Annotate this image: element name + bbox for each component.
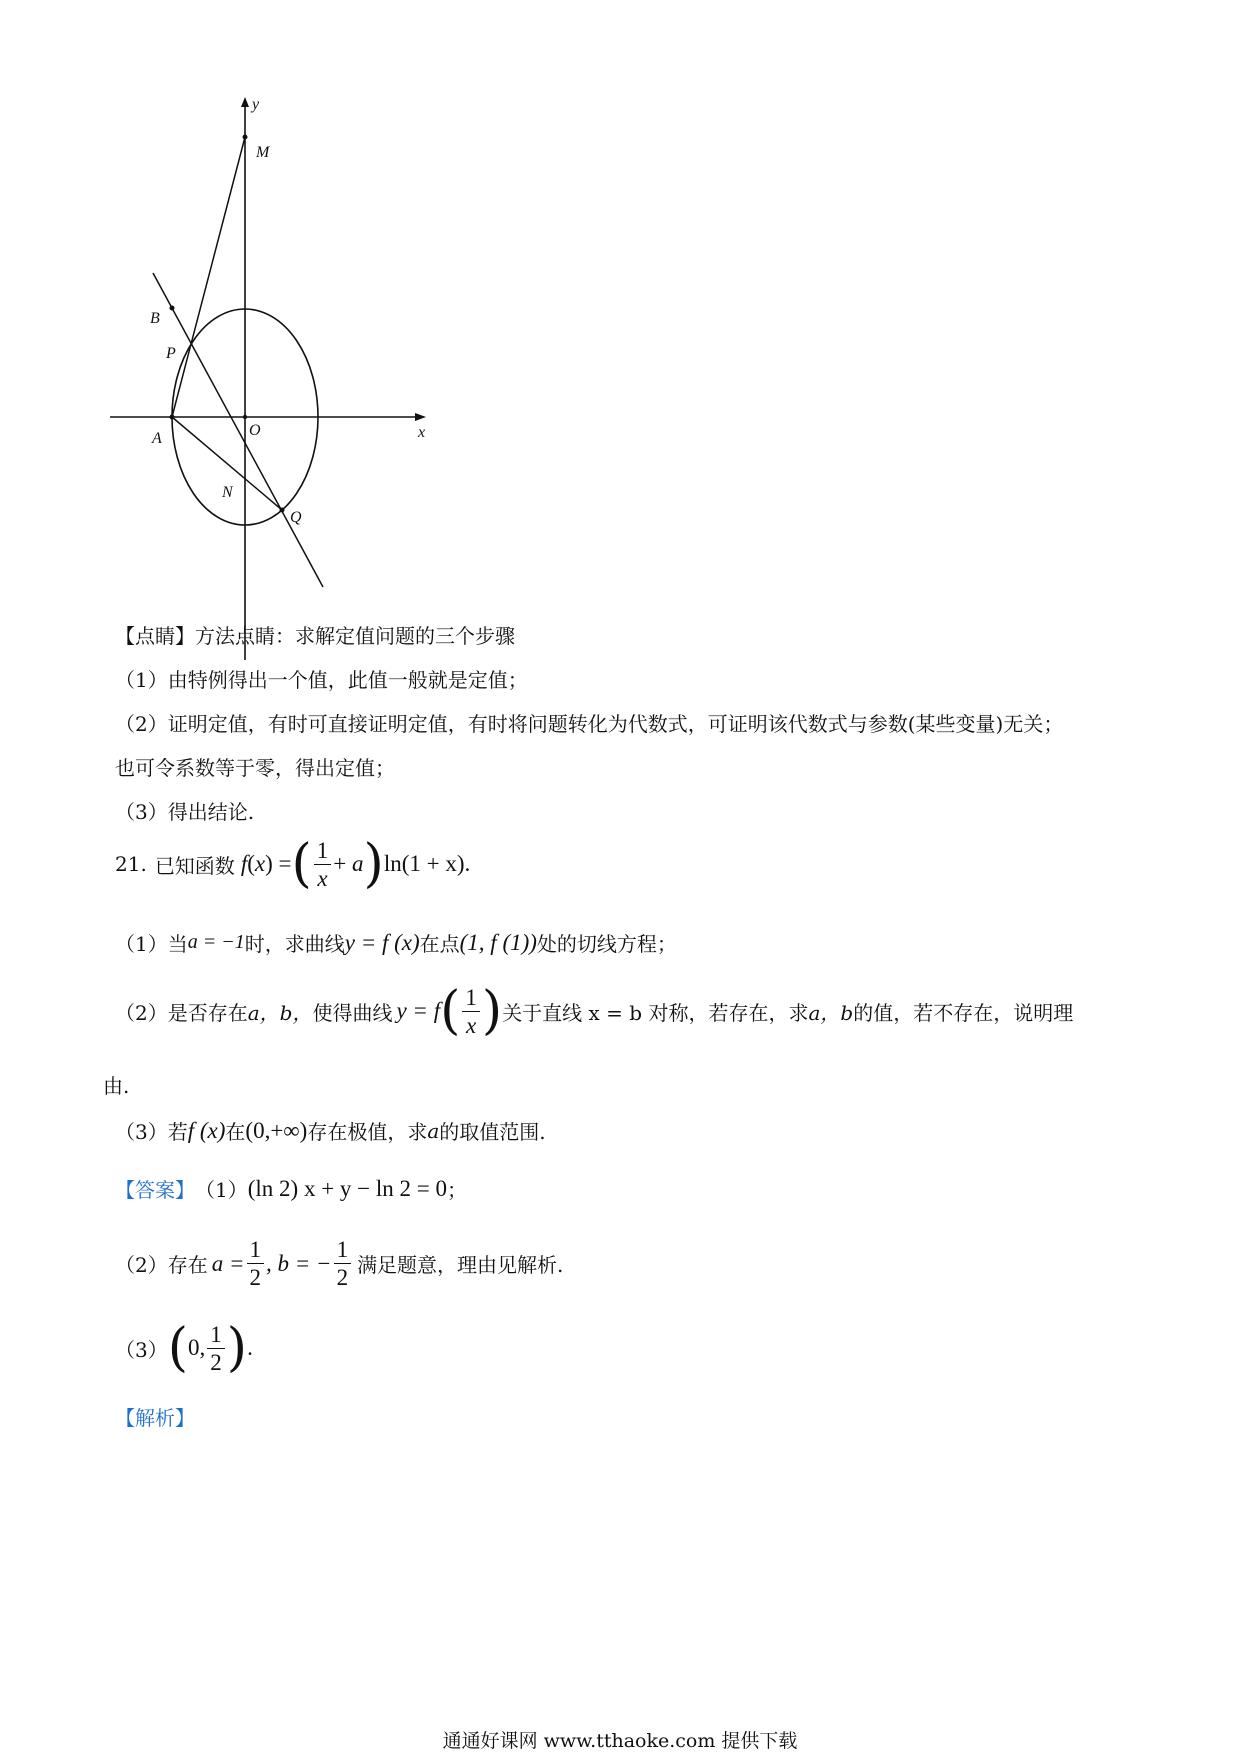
point-a [170, 415, 175, 420]
problem-intro: 已知函数 [154, 853, 235, 878]
part-2: （2）是否存在 a，b， 使得曲线 y = f ( $\frac{1}{x}$ ) 关于直线 x = b 对称，若存在，求 a，b 的值，若不存在，说明理 [115, 981, 1074, 1041]
y-axis-arrow [241, 97, 249, 107]
label-b: B [150, 310, 160, 327]
tip-head: 【点睛】 [115, 624, 195, 648]
fn-x: x [254, 851, 266, 876]
p2-frac: $\frac{1}{x}$ [462, 986, 480, 1037]
ln-tail: ln(1 + x) [383, 851, 465, 876]
geometry-figure [110, 95, 490, 675]
answer-1: 【答案】 （1） (ln 2) x + y − ln 2 = 0 ； [115, 1175, 467, 1202]
tip-title: 方法点睛：求解定值问题的三个步骤 [195, 624, 515, 648]
tip-title-line [115, 620, 515, 649]
p1-cond: a = −1 [187, 931, 245, 953]
answer-2-frac-b: $\frac{1}{2}$ [334, 1238, 352, 1289]
point-q [280, 508, 285, 513]
analysis-head: 【解析】 [115, 1406, 195, 1430]
line-bq [153, 273, 323, 587]
fn-f: f [240, 851, 248, 876]
label-m: M [256, 144, 270, 161]
part-3: （3）若 f (x) 在 (0,+∞) 存在极值，求 a 的取值范围. [115, 1117, 546, 1144]
frac-1-over-x: $\frac{1}{x}$ [314, 839, 332, 890]
point-b [170, 306, 175, 311]
x-axis-arrow [415, 413, 426, 421]
p1-curve: y = f (x) [344, 929, 420, 955]
label-a: A [152, 430, 162, 447]
answer-2: （2）存在 a = $\frac{1}{2}$ , b = − $\frac{1}{2}$ 满足题意，理由见解析. [115, 1237, 564, 1290]
label-q: Q [290, 509, 302, 526]
tip-step-1: （1）由特例得出一个值，此值一般就是定值； [115, 668, 528, 692]
label-x: x [418, 424, 426, 441]
footer-text: 通通好课网 www.tthaoke.com 提供下载 [442, 1730, 798, 1752]
p3-interval: (0,+∞) [245, 1117, 308, 1143]
answer-3-frac: $\frac{1}{2}$ [207, 1323, 225, 1374]
problem-number: 21. [115, 852, 147, 876]
tip-step-2-cont: 也可令系数等于零，得出定值； [115, 756, 395, 780]
problem-statement: 21. 已知函数 f(x) = ( $\frac{1}{x}$ + a ) ln(1 + x) . [115, 834, 471, 894]
label-y: y [252, 96, 260, 113]
label-p: P [166, 345, 176, 362]
answer-2-frac-a: $\frac{1}{2}$ [247, 1238, 265, 1289]
p2-y: y = f [396, 998, 441, 1023]
answer-1-math: (ln 2) x + y − ln 2 = 0 [247, 1175, 447, 1201]
label-n: N [222, 484, 233, 501]
label-o: O [249, 422, 261, 439]
part-1: （1）当 a = −1 时，求曲线 y = f (x) 在点 (1, f (1)) 处的切线方程； [115, 929, 677, 956]
part-2-cont: 由. [103, 1074, 130, 1098]
p3-f: f (x) [187, 1117, 226, 1143]
point-m [243, 135, 248, 140]
tip-step-2: （2）证明定值，有时可直接证明定值，有时将问题转化为代数式，可证明该代数式与参数(某些变量)无关； [115, 712, 1064, 736]
ellipse-diagram [110, 95, 490, 675]
p1-point: (1, f (1)) [459, 929, 537, 955]
answer-3: （3） ( 0, $\frac{1}{2}$ ) . [115, 1318, 253, 1378]
tip-step-3: （3）得出结论. [115, 800, 255, 824]
answer-head: 【答案】 [115, 1178, 195, 1202]
point-o [243, 415, 247, 419]
